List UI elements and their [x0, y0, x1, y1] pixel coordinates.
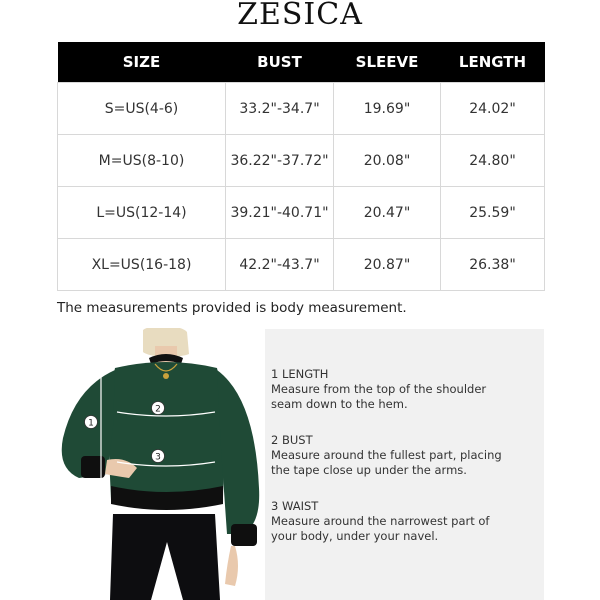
header-length: LENGTH [441, 42, 545, 83]
marker-1 [85, 416, 98, 429]
cell-sleeve: 20.08" [334, 135, 441, 187]
step-title: 1 LENGTH [271, 367, 329, 381]
marker-3 [152, 450, 165, 463]
cell-sleeve: 20.87" [334, 239, 441, 291]
marker-2 [152, 402, 165, 415]
table-row [58, 135, 545, 187]
cell-sleeve: 19.69" [334, 83, 441, 135]
model-photo [55, 328, 265, 600]
measurement-note: The measurements provided is body measurement. [57, 300, 407, 316]
step-description: Measure around the fullest part, placing the tape close up under the arms. [271, 448, 502, 477]
step-bust [271, 433, 511, 478]
svg-text:3: 3 [155, 452, 161, 463]
brand-logo: ZESICA [237, 0, 363, 32]
measurement-guide-panel [265, 329, 544, 600]
header-bust: BUST [226, 42, 334, 83]
table-row [58, 239, 545, 291]
step-title: 2 BUST [271, 433, 313, 447]
svg-text:1: 1 [88, 418, 94, 429]
svg-text:2: 2 [155, 404, 161, 415]
header-size: SIZE [58, 42, 226, 83]
cell-size: L=US(12-14) [58, 187, 226, 239]
cell-length: 24.02" [441, 83, 545, 135]
cell-length: 25.59" [441, 187, 545, 239]
table-row [58, 83, 545, 135]
cell-size: M=US(8-10) [58, 135, 226, 187]
cell-size: XL=US(16-18) [58, 239, 226, 291]
cell-bust: 33.2"-34.7" [226, 83, 334, 135]
cell-length: 24.80" [441, 135, 545, 187]
step-description: Measure around the narrowest part of your body, under your navel. [271, 514, 490, 543]
cell-size: S=US(4-6) [58, 83, 226, 135]
step-waist [271, 499, 511, 544]
table-header-row [58, 42, 545, 83]
sweater-illustration [55, 328, 265, 600]
cell-bust: 42.2"-43.7" [226, 239, 334, 291]
cell-bust: 36.22"-37.72" [226, 135, 334, 187]
step-title: 3 WAIST [271, 499, 319, 513]
size-chart-table [57, 42, 545, 291]
table-row [58, 187, 545, 239]
cell-bust: 39.21"-40.71" [226, 187, 334, 239]
cell-sleeve: 20.47" [334, 187, 441, 239]
cell-length: 26.38" [441, 239, 545, 291]
header-sleeve: SLEEVE [334, 42, 441, 83]
step-description: Measure from the top of the shoulder seam down to the hem. [271, 382, 487, 411]
step-length [271, 367, 511, 412]
